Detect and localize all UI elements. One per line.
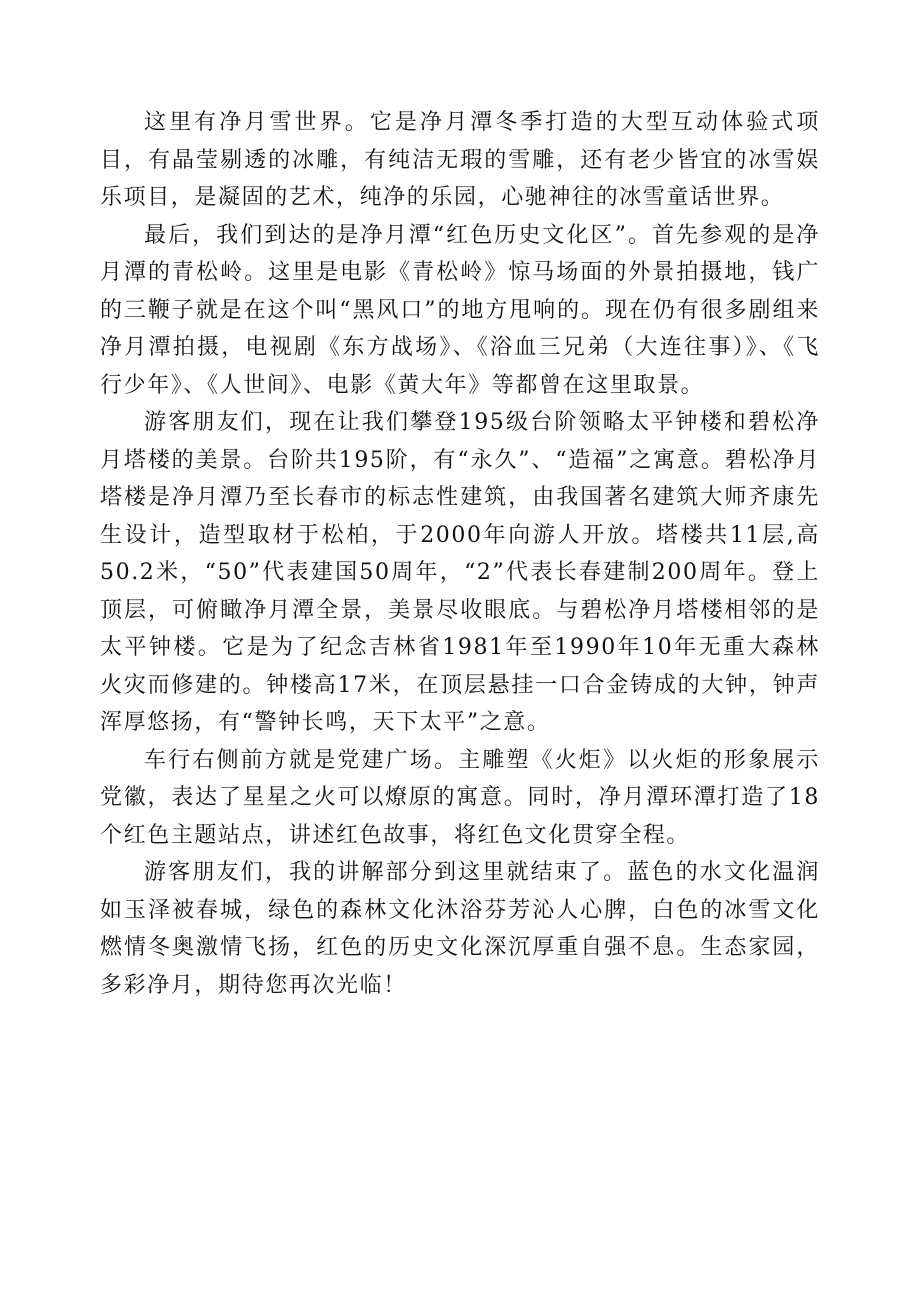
body-text xyxy=(100,104,820,1004)
paragraph-closing: 游客朋友们，我的讲解部分到这里就结束了。蓝色的水文化温润如玉泽被春城，绿色的森林文化沐浴芬芳沁人心脾，白色的冰雪文化燃情冬奥激情飞扬，红色的历史文化深沉厚重自强不息。生态家园，多彩净月，期待您再次光临！ xyxy=(100,860,820,998)
paragraph-towers: 游客朋友们，现在让我们攀登195级台阶领略太平钟楼和碧松净月塔楼的美景。台阶共195阶，有“永久”、“造福”之寓意。碧松净月塔楼是净月潭乃至长春市的标志性建筑，由我国著名建筑大师齐康先生设计，造型取材于松柏，于2000年向游人开放。塔楼共11层,高50.2米，“50”代表建国50周年，“2”代表长春建制200周年。登上顶层，可俯瞰净月潭全景，美景尽收眼底。与碧松净月塔楼相邻的是太平钟楼。它是为了纪念吉林省1981年至1990年10年无重大森林火灾而修建的。钟楼高17米，在顶层悬挂一口合金铸成的大钟，钟声浑厚悠扬，有“警钟长鸣，天下太平”之意。 xyxy=(100,410,820,735)
paragraph-party-square: 车行右侧前方就是党建广场。主雕塑《火炬》以火炬的形象展示党徽，表达了星星之火可以燎原的寓意。同时，净月潭环潭打造了18个红色主题站点，讲述红色故事，将红色文化贯穿全程。 xyxy=(100,747,820,848)
paragraph-red-history-area: 最后，我们到达的是净月潭“红色历史文化区”。首先参观的是净月潭的青松岭。这里是电影《青松岭》惊马场面的外景拍摄地，钱广的三鞭子就是在这个叫“黑风口”的地方甩响的。现在仍有很多剧组来净月潭拍摄，电视剧《东方战场》、《浴血三兄弟（大连往事）》、《飞行少年》、《人世间》、电影《黄大年》等都曾在这里取景。 xyxy=(100,222,820,398)
paragraph-snow-world: 这里有净月雪世界。它是净月潭冬季打造的大型互动体验式项目，有晶莹剔透的冰雕，有纯洁无瑕的雪雕，还有老少皆宜的冰雪娱乐项目，是凝固的艺术，纯净的乐园，心驰神往的冰雪童话世界。 xyxy=(100,110,820,210)
